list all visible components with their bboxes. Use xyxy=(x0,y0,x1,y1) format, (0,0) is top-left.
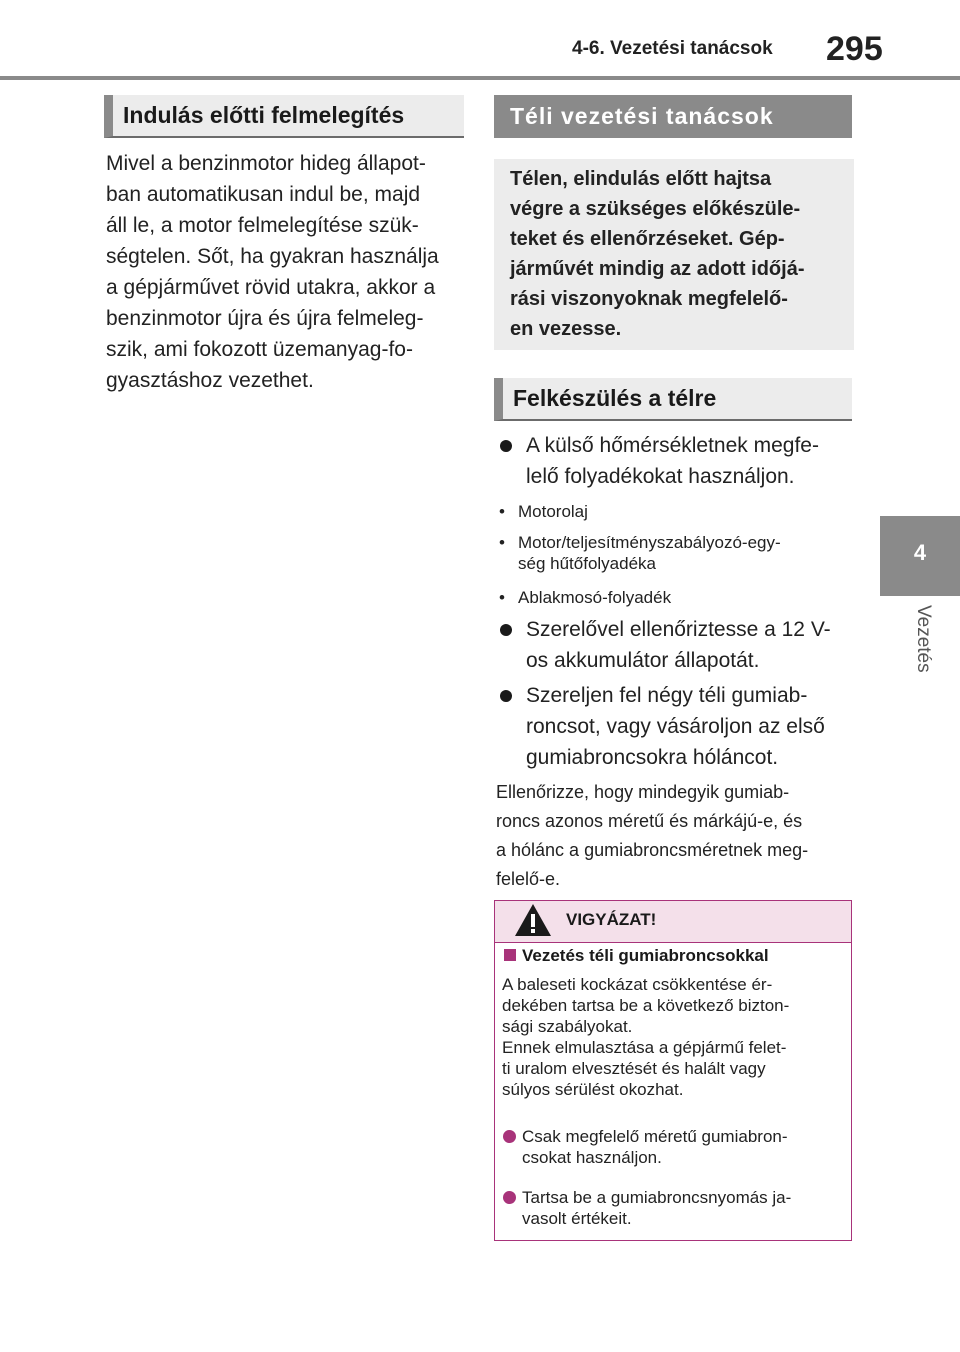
text-line: Tartsa be a gumiabroncsnyomás ja- xyxy=(522,1188,792,1207)
text-line: A baleseti kockázat csökkentése ér- xyxy=(502,975,773,994)
section-heading-winter: Téli vezetési tanácsok xyxy=(494,95,852,138)
text-line: en vezesse. xyxy=(510,318,622,340)
text-line: Csak megfelelő méretű gumiabron- xyxy=(522,1127,788,1146)
text-line: súlyos sérülést okozhat. xyxy=(502,1080,684,1099)
text-line: gumiabroncsokra hóláncot. xyxy=(526,746,779,769)
bullet-item-battery xyxy=(500,614,850,676)
text-line: felelő-e. xyxy=(496,869,561,889)
text-line: áll le, a motor felmelegítése szük- xyxy=(106,214,419,237)
text-line: Ellenőrizze, hogy mindegyik gumiab- xyxy=(496,782,790,802)
warning-subheading: Vezetés téli gumiabroncsokkal xyxy=(522,946,769,965)
warning-title: VIGYÁZAT! xyxy=(566,910,657,929)
warning-item-text xyxy=(522,1126,788,1168)
bullet-text xyxy=(526,430,819,492)
bullet-item-tires xyxy=(500,680,850,773)
text-line: sági szabályokat. xyxy=(502,1017,633,1036)
bullet-item-fluids xyxy=(500,430,850,492)
bullet-dot-icon xyxy=(500,624,512,636)
sub-bullet-icon: • xyxy=(499,533,505,552)
warning-item-text xyxy=(522,1187,791,1229)
warning-item-tire-pressure xyxy=(503,1187,843,1231)
section-heading-prep: Felkészülés a télre xyxy=(494,378,852,421)
text-line: vasolt értékeit. xyxy=(522,1209,632,1228)
text-line: os akkumulátor állapotát. xyxy=(526,649,760,672)
text-line: ség hűtőfolyadéka xyxy=(518,554,656,573)
sub-item-coolant xyxy=(499,532,844,576)
warning-triangle-icon xyxy=(513,902,553,938)
bullet-text xyxy=(526,680,825,773)
text-line: Motor/teljesítményszabályozó-egy- xyxy=(518,533,781,552)
warmup-body xyxy=(106,148,462,396)
winter-intro-box xyxy=(494,159,854,350)
sub-item-text: Motorolaj xyxy=(518,502,588,521)
bullet-dot-icon xyxy=(500,440,512,452)
text-line: teket és ellenőrzéseket. Gép- xyxy=(510,228,785,250)
warning-item-tire-size xyxy=(503,1126,843,1170)
text-line: rási viszonyoknak megfelelő- xyxy=(510,288,788,310)
chapter-tab-label: Vezetés xyxy=(913,605,934,673)
text-line: a hólánc a gumiabroncsméretnek meg- xyxy=(496,840,809,860)
warning-body xyxy=(502,974,842,1100)
text-line: lelő folyadékokat használjon. xyxy=(526,465,795,488)
chapter-tab-number: 4 xyxy=(913,540,927,565)
chapter-title: 4-6. Vezetési tanácsok xyxy=(572,38,773,59)
sub-item-washer xyxy=(499,587,844,609)
bullet-text xyxy=(526,614,831,676)
tire-check-paragraph xyxy=(496,778,846,894)
text-line: benzinmotor újra és újra felmeleg- xyxy=(106,307,424,330)
sub-item-text: Ablakmosó-folyadék xyxy=(518,588,672,607)
text-line: Ennek elmulasztása a gépjármű felet- xyxy=(502,1038,787,1057)
text-line: ban automatikusan indul be, majd xyxy=(106,183,421,206)
text-line: Mivel a benzinmotor hideg állapot- xyxy=(106,152,426,175)
square-bullet-icon xyxy=(504,949,516,961)
page-number: 295 xyxy=(826,30,883,68)
text-line: dekében tartsa be a következő bizton- xyxy=(502,996,790,1015)
text-line: Szereljen fel négy téli gumiab- xyxy=(526,684,808,707)
text-line: járművét mindig az adott időjá- xyxy=(510,258,805,280)
text-line: gyasztáshoz vezethet. xyxy=(106,369,314,392)
text-line: Szerelővel ellenőriztesse a 12 V- xyxy=(526,618,831,641)
bullet-dot-icon xyxy=(500,690,512,702)
sub-bullet-icon: • xyxy=(499,502,505,521)
sub-bullet-icon: • xyxy=(499,588,505,607)
text-line: a gépjárművet rövid utakra, akkor a xyxy=(106,276,436,299)
text-line: A külső hőmérsékletnek megfe- xyxy=(526,434,819,457)
text-line: roncsot, vagy vásároljon az első xyxy=(526,715,825,738)
text-line: végre a szükséges előkészüle- xyxy=(510,198,801,220)
text-line: szik, ami fokozott üzemanyag-fo- xyxy=(106,338,413,361)
text-line: csokat használjon. xyxy=(522,1148,662,1167)
sub-item-oil xyxy=(499,501,844,523)
section-heading-warmup: Indulás előtti felmelegítés xyxy=(104,95,464,138)
text-line: Télen, elindulás előtt hajtsa xyxy=(510,168,772,190)
header-rule xyxy=(0,76,960,80)
circle-bullet-icon xyxy=(503,1130,516,1143)
sub-item-text xyxy=(518,532,781,574)
circle-bullet-icon xyxy=(503,1191,516,1204)
text-line: ségtelen. Sőt, ha gyakran használja xyxy=(106,245,439,268)
text-line: ti uralom elvesztését és halált vagy xyxy=(502,1059,766,1078)
text-line: roncs azonos méretű és márkájú-e, és xyxy=(496,811,803,831)
